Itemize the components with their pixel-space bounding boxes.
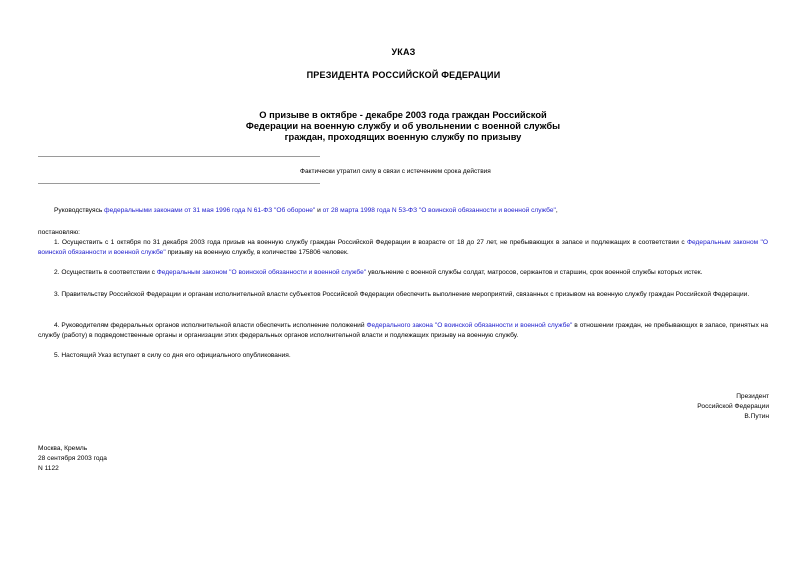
signature-country: Российской Федерации	[697, 403, 769, 410]
divider-bottom	[38, 183, 320, 184]
item-4	[38, 321, 768, 341]
preamble-text-3: ,	[555, 207, 558, 214]
place-date-block	[38, 444, 107, 474]
item-2-text-a: 2. Осуществить в соответствии с	[54, 269, 157, 276]
item-1	[38, 238, 768, 258]
item-4-text-b: в отношении граждан, не пребывающих в запасе, принятых на службу (работу) в подведомственные органы и организации этих федеральных органов исполнительной власти и подлежащих призыву на военную службу.	[38, 322, 768, 339]
item-2-text-b: увольнение с военной службы солдат, матросов, сержантов и старшин, срок военной службы которых истек.	[366, 269, 703, 276]
item-2	[38, 268, 768, 278]
signature-block	[697, 392, 769, 422]
law-link-military-duty[interactable]: от 28 марта 1998 года N 53-ФЗ "О воинской обязанности и военной службе"	[322, 207, 556, 214]
preamble	[38, 206, 768, 216]
divider-top	[38, 156, 320, 157]
preamble-text-2: и	[315, 207, 323, 214]
item-3: 3. Правительству Российской Федерации и органам исполнительной власти субъектов Российской Федерации обеспечить выполнение мероприятий, связанных с призывом на военную службу граждан Российской Федерации.	[54, 291, 750, 298]
preamble-text-1: Руководствуясь	[54, 207, 105, 214]
decree-title: УКАЗ	[391, 47, 416, 57]
item-2-law-link[interactable]: Федеральным законом "О воинской обязанности и военной службе"	[156, 269, 367, 276]
signature-position: Президент	[736, 393, 769, 400]
item-1-text-a: 1. Осуществить с 1 октября по 31 декабря 2003 года призыв на военную службу граждан Российской Федерации в возрасте от 18 до 27 лет, не пребывающих в запасе и подлежащих в соответствии с	[54, 239, 688, 246]
item-5: 5. Настоящий Указ вступает в силу со дня его официального опубликования.	[54, 352, 291, 359]
decree-subject: О призыве в октябре - декабре 2003 года граждан Российской Федерации на военную службу и об увольнении с военной службы граждан, проходящих военную службу по призыву	[245, 110, 561, 142]
decree-number: N 1122	[38, 465, 59, 472]
place-date: 28 сентября 2003 года	[38, 455, 107, 462]
signature-name: В.Путин	[744, 413, 769, 420]
item-1-law-link[interactable]: Федеральным законом "О воинской обязанности и военной службе"	[38, 239, 768, 256]
decree-word: постановляю:	[38, 229, 81, 236]
place-city: Москва, Кремль	[38, 445, 88, 452]
item-1-text-b: призыву на военную службу, в количестве 175806 человек.	[165, 249, 349, 256]
item-4-law-link[interactable]: Федерального закона "О воинской обязанности и военной службе"	[366, 322, 573, 329]
decree-issuer: ПРЕЗИДЕНТА РОССИЙСКОЙ ФЕДЕРАЦИИ	[306, 70, 501, 80]
law-link-defense[interactable]: федеральными законами от 31 мая 1996 года N 61-ФЗ "Об обороне"	[104, 207, 316, 214]
item-4-text-a: 4. Руководителям федеральных органов исполнительной власти обеспечить исполнение положений	[54, 322, 367, 329]
status-note: Фактически утратил силу в связи с истечением срока действия	[300, 168, 491, 175]
